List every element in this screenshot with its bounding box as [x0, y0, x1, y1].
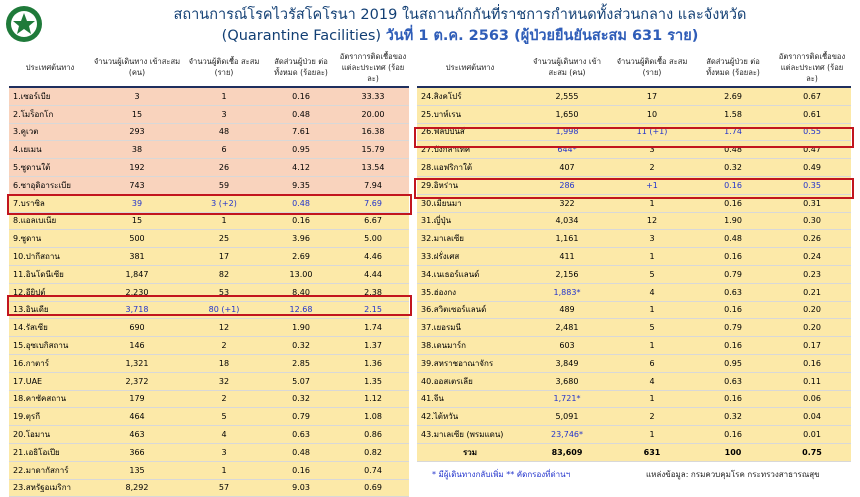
table-row [417, 230, 851, 248]
country-cell: 31.ญี่ปุ่น [417, 212, 523, 230]
share-cell: 0.16 [265, 461, 337, 479]
country-cell: 1.เซอร์เบีย [9, 87, 91, 105]
table-row [9, 212, 409, 230]
share-cell: 0.16 [693, 176, 773, 194]
rate-cell: 0.04 [773, 408, 851, 426]
travelers-cell: 3,680 [523, 372, 611, 390]
rate-cell: 0.24 [773, 248, 851, 266]
country-cell: 16.กาตาร์ [9, 354, 91, 372]
country-cell: 34.เนเธอร์แลนด์ [417, 265, 523, 283]
table-row [9, 479, 409, 497]
rate-cell: 20.00 [337, 105, 409, 123]
rate-cell: 0.26 [773, 230, 851, 248]
total-travelers: 83,609 [523, 443, 611, 461]
share-cell: 12.68 [265, 301, 337, 319]
rate-cell: 5.00 [337, 230, 409, 248]
share-cell: 9.35 [265, 176, 337, 194]
share-cell: 0.16 [693, 248, 773, 266]
table-row [417, 354, 851, 372]
travelers-cell: 644* [523, 141, 611, 159]
table-row [417, 319, 851, 337]
rate-cell: 4.44 [337, 265, 409, 283]
share-cell: 2.85 [265, 354, 337, 372]
infected-cell: 5 [183, 408, 265, 426]
col-travelers-header: จำนวนผู้เดินทาง เข้าสะสม (คน) [523, 48, 611, 87]
infected-cell: 82 [183, 265, 265, 283]
table-row [9, 337, 409, 355]
col-country-header: ประเทศต้นทาง [9, 48, 91, 87]
travelers-cell: 38 [91, 141, 183, 159]
country-cell: 42.ไต้หวัน [417, 408, 523, 426]
infected-cell: 10 [611, 105, 693, 123]
table-row [9, 319, 409, 337]
travelers-cell: 135 [91, 461, 183, 479]
col-infected-header: จำนวนผู้ติดเชื้อ สะสม (ราย) [611, 48, 693, 87]
rate-cell: 7.94 [337, 176, 409, 194]
table-row [9, 301, 409, 319]
rate-cell: 1.12 [337, 390, 409, 408]
travelers-cell: 603 [523, 337, 611, 355]
table-row [417, 105, 851, 123]
rate-cell: 0.49 [773, 159, 851, 177]
infected-cell: 3 [611, 230, 693, 248]
travelers-cell: 322 [523, 194, 611, 212]
table-row [417, 248, 851, 266]
travelers-cell: 1,998 [523, 123, 611, 141]
rate-cell: 2.15 [337, 301, 409, 319]
share-cell: 0.48 [693, 230, 773, 248]
infected-cell: 4 [611, 283, 693, 301]
country-cell: 18.คาซัคสถาน [9, 390, 91, 408]
infected-cell: 1 [611, 194, 693, 212]
rate-cell: 0.55 [773, 123, 851, 141]
share-cell: 7.61 [265, 123, 337, 141]
travelers-cell: 1,161 [523, 230, 611, 248]
country-cell: 32.มาเลเซีย [417, 230, 523, 248]
country-cell: 12.อียิปต์ [9, 283, 91, 301]
share-cell: 1.90 [693, 212, 773, 230]
travelers-cell: 743 [91, 176, 183, 194]
table-row [9, 372, 409, 390]
infected-cell: 3 [611, 141, 693, 159]
infected-cell: 4 [611, 372, 693, 390]
infected-cell: 17 [611, 87, 693, 105]
share-cell: 0.16 [693, 337, 773, 355]
table-row [417, 265, 851, 283]
share-cell: 2.69 [693, 87, 773, 105]
infected-cell: 3 [183, 443, 265, 461]
travelers-cell: 463 [91, 426, 183, 444]
table-row [417, 390, 851, 408]
travelers-cell: 8,292 [91, 479, 183, 497]
infected-cell: 26 [183, 159, 265, 177]
infected-cell: 48 [183, 123, 265, 141]
table-row [9, 426, 409, 444]
infected-cell: +1 [611, 176, 693, 194]
table-row [9, 408, 409, 426]
travelers-cell: 411 [523, 248, 611, 266]
rate-cell: 0.01 [773, 426, 851, 444]
table-row [9, 105, 409, 123]
table-row [9, 461, 409, 479]
country-cell: 43.มาเลเซีย (พรมแดน) [417, 426, 523, 444]
travelers-cell: 4,034 [523, 212, 611, 230]
rate-cell: 13.54 [337, 159, 409, 177]
rate-cell: 1.74 [337, 319, 409, 337]
country-cell: 24.สิงคโปร์ [417, 87, 523, 105]
col-rate-header: อัตราการติดเชื้อของแต่ละประเทศ (ร้อยละ) [337, 48, 409, 87]
page-title: สถานการณ์โรคไวรัสโคโรนา 2019 ในสถานกักกันที่ราชการกำหนดทั้งส่วนกลาง และจังหวัด [173, 7, 747, 23]
travelers-cell: 1,721* [523, 390, 611, 408]
share-cell: 0.63 [265, 426, 337, 444]
country-cell: 37.เยอรมนี [417, 319, 523, 337]
infected-cell: 57 [183, 479, 265, 497]
country-cell: 11.อินโดนีเซีย [9, 265, 91, 283]
country-cell: 4.เยเมน [9, 141, 91, 159]
share-cell: 0.32 [693, 408, 773, 426]
travelers-cell: 1,321 [91, 354, 183, 372]
infected-cell: 18 [183, 354, 265, 372]
rate-cell: 0.20 [773, 301, 851, 319]
table-row [9, 141, 409, 159]
table-row [9, 176, 409, 194]
travelers-cell: 500 [91, 230, 183, 248]
share-cell: 0.95 [265, 141, 337, 159]
travelers-cell: 5,091 [523, 408, 611, 426]
country-cell: 14.รัสเซีย [9, 319, 91, 337]
right-country-table [417, 48, 851, 462]
travelers-cell: 1,650 [523, 105, 611, 123]
rate-cell: 2.38 [337, 283, 409, 301]
infected-cell: 12 [183, 319, 265, 337]
travelers-cell: 15 [91, 105, 183, 123]
table-row [9, 230, 409, 248]
infected-cell: 5 [611, 319, 693, 337]
infected-cell: 2 [183, 390, 265, 408]
travelers-cell: 192 [91, 159, 183, 177]
table-row [417, 426, 851, 444]
share-cell: 4.12 [265, 159, 337, 177]
travelers-cell: 23,746* [523, 426, 611, 444]
infected-cell: 11 (+1) [611, 123, 693, 141]
share-cell: 0.48 [693, 141, 773, 159]
left-table-body [9, 87, 409, 497]
share-cell: 0.79 [265, 408, 337, 426]
col-infected-header: จำนวนผู้ติดเชื้อ สะสม (ราย) [183, 48, 265, 87]
country-cell: 9.ซูดาน [9, 230, 91, 248]
rate-cell: 0.61 [773, 105, 851, 123]
share-cell: 0.95 [693, 354, 773, 372]
infected-cell: 53 [183, 283, 265, 301]
share-cell: 13.00 [265, 265, 337, 283]
travelers-cell: 293 [91, 123, 183, 141]
col-travelers-header: จำนวนผู้เดินทาง เข้าสะสม (คน) [91, 48, 183, 87]
infected-cell: 1 [183, 461, 265, 479]
travelers-cell: 2,230 [91, 283, 183, 301]
share-cell: 8.40 [265, 283, 337, 301]
rate-cell: 0.21 [773, 283, 851, 301]
infected-cell: 80 (+1) [183, 301, 265, 319]
share-cell: 0.48 [265, 105, 337, 123]
travelers-cell: 489 [523, 301, 611, 319]
share-cell: 9.03 [265, 479, 337, 497]
infected-cell: 6 [183, 141, 265, 159]
travelers-cell: 146 [91, 337, 183, 355]
infected-cell: 3 (+2) [183, 194, 265, 212]
table-row [9, 443, 409, 461]
infected-cell: 5 [611, 265, 693, 283]
country-cell: 21.เอธิโอเปีย [9, 443, 91, 461]
rate-cell: 0.30 [773, 212, 851, 230]
rate-cell: 0.06 [773, 390, 851, 408]
travelers-cell: 3,718 [91, 301, 183, 319]
travelers-cell: 179 [91, 390, 183, 408]
rate-cell: 0.16 [773, 354, 851, 372]
table-row [9, 248, 409, 266]
table-row [9, 390, 409, 408]
country-cell: 2.โมร็อกโก [9, 105, 91, 123]
country-cell: 28.แอฟริกาใต้ [417, 159, 523, 177]
country-cell: 19.ตุรกี [9, 408, 91, 426]
infected-cell: 1 [611, 301, 693, 319]
share-cell: 0.32 [693, 159, 773, 177]
country-cell: 10.ปากีสถาน [9, 248, 91, 266]
country-cell: 41.จีน [417, 390, 523, 408]
country-cell: 17.UAE [9, 372, 91, 390]
travelers-cell: 2,481 [523, 319, 611, 337]
travelers-cell: 2,555 [523, 87, 611, 105]
share-cell: 0.32 [265, 337, 337, 355]
travelers-cell: 366 [91, 443, 183, 461]
travelers-cell: 3,849 [523, 354, 611, 372]
country-cell: 26.ฟิลิปปินส์ [417, 123, 523, 141]
country-cell: 39.สหราชอาณาจักร [417, 354, 523, 372]
infected-cell: 2 [611, 408, 693, 426]
share-cell: 5.07 [265, 372, 337, 390]
rate-cell: 0.11 [773, 372, 851, 390]
rate-cell: 6.67 [337, 212, 409, 230]
infected-cell: 1 [183, 212, 265, 230]
country-cell: 35.ฮ่องกง [417, 283, 523, 301]
rate-cell: 7.69 [337, 194, 409, 212]
table-row [9, 159, 409, 177]
share-cell: 0.16 [693, 301, 773, 319]
share-cell: 1.58 [693, 105, 773, 123]
rate-cell: 0.69 [337, 479, 409, 497]
country-cell: 36.สวิตเซอร์แลนด์ [417, 301, 523, 319]
infected-cell: 4 [183, 426, 265, 444]
infected-cell: 1 [611, 390, 693, 408]
country-cell: 30.เมียนมา [417, 194, 523, 212]
travelers-cell: 2,372 [91, 372, 183, 390]
table-row [417, 372, 851, 390]
rate-cell: 33.33 [337, 87, 409, 105]
col-share-header: สัดส่วนผู้ป่วย ต่อทั้งหมด (ร้อยละ) [693, 48, 773, 87]
table-row [417, 194, 851, 212]
country-cell: 6.ซาอุดิอาระเบีย [9, 176, 91, 194]
table-row [417, 141, 851, 159]
infected-cell: 3 [183, 105, 265, 123]
travelers-cell: 1,883* [523, 283, 611, 301]
table-row [417, 301, 851, 319]
travelers-cell: 3 [91, 87, 183, 105]
share-cell: 0.79 [693, 265, 773, 283]
table-row [417, 408, 851, 426]
table-row [9, 354, 409, 372]
travelers-cell: 15 [91, 212, 183, 230]
right-table-body [417, 87, 851, 443]
infected-cell: 12 [611, 212, 693, 230]
rate-cell: 0.74 [337, 461, 409, 479]
travelers-cell: 690 [91, 319, 183, 337]
country-cell: 23.สหรัฐอเมริกา [9, 479, 91, 497]
infected-cell: 17 [183, 248, 265, 266]
share-cell: 1.74 [693, 123, 773, 141]
footnote: * มีผู้เดินทางกลับเพิ่ม ** คัดกรองที่ด่านฯ [432, 470, 571, 479]
rate-cell: 1.37 [337, 337, 409, 355]
share-cell: 3.96 [265, 230, 337, 248]
share-cell: 0.48 [265, 194, 337, 212]
rate-cell: 0.67 [773, 87, 851, 105]
total-label: รวม [417, 443, 523, 461]
ministry-seal-icon [4, 4, 44, 44]
rate-cell: 1.36 [337, 354, 409, 372]
country-cell: 27.บังกลาเทศ [417, 141, 523, 159]
rate-cell: 0.23 [773, 265, 851, 283]
share-cell: 0.63 [693, 283, 773, 301]
table-row [417, 337, 851, 355]
share-cell: 0.16 [693, 426, 773, 444]
infected-cell: 1 [611, 337, 693, 355]
table-row [9, 265, 409, 283]
share-cell: 0.16 [693, 194, 773, 212]
country-cell: 29.อิหร่าน [417, 176, 523, 194]
table-row [417, 123, 851, 141]
rate-cell: 0.31 [773, 194, 851, 212]
subtitle-date: วันที่ 1 ต.ค. 2563 (ผู้ป่วยยืนยันสะสม 631 ราย) [385, 28, 699, 44]
table-row [9, 123, 409, 141]
travelers-cell: 381 [91, 248, 183, 266]
subtitle-english: (Quarantine Facilities) [221, 28, 382, 44]
infected-cell: 32 [183, 372, 265, 390]
right-table-header [417, 48, 851, 87]
col-rate-header: อัตราการติดเชื้อของแต่ละประเทศ (ร้อยละ) [773, 48, 851, 87]
country-cell: 15.อุซเบกิสถาน [9, 337, 91, 355]
share-cell: 0.48 [265, 443, 337, 461]
travelers-cell: 39 [91, 194, 183, 212]
infected-cell: 2 [183, 337, 265, 355]
travelers-cell: 286 [523, 176, 611, 194]
country-cell: 20.โอมาน [9, 426, 91, 444]
rate-cell: 4.46 [337, 248, 409, 266]
total-rate: 0.75 [773, 443, 851, 461]
rate-cell: 15.79 [337, 141, 409, 159]
rate-cell: 16.38 [337, 123, 409, 141]
country-cell: 5.ซูดานใต้ [9, 159, 91, 177]
col-share-header: สัดส่วนผู้ป่วย ต่อทั้งหมด (ร้อยละ) [265, 48, 337, 87]
table-row [9, 194, 409, 212]
table-row [417, 176, 851, 194]
country-cell: 38.เดนมาร์ก [417, 337, 523, 355]
share-cell: 0.16 [265, 87, 337, 105]
infected-cell: 1 [183, 87, 265, 105]
travelers-cell: 2,156 [523, 265, 611, 283]
rate-cell: 0.20 [773, 319, 851, 337]
infected-cell: 59 [183, 176, 265, 194]
share-cell: 0.63 [693, 372, 773, 390]
table-row [417, 87, 851, 105]
share-cell: 0.32 [265, 390, 337, 408]
table-row [9, 87, 409, 105]
col-country-header: ประเทศต้นทาง [417, 48, 523, 87]
travelers-cell: 464 [91, 408, 183, 426]
left-table-header [9, 48, 409, 87]
country-cell: 8.แอลเบเนีย [9, 212, 91, 230]
country-cell: 40.ออสเตรเลีย [417, 372, 523, 390]
infected-cell: 1 [611, 426, 693, 444]
share-cell: 1.90 [265, 319, 337, 337]
country-cell: 33.ฝรั่งเศส [417, 248, 523, 266]
infected-cell: 2 [611, 159, 693, 177]
infected-cell: 6 [611, 354, 693, 372]
rate-cell: 1.35 [337, 372, 409, 390]
share-cell: 0.79 [693, 319, 773, 337]
share-cell: 0.16 [265, 212, 337, 230]
left-country-table [9, 48, 409, 497]
rate-cell: 0.47 [773, 141, 851, 159]
total-row [417, 443, 851, 461]
source-note: แหล่งข้อมูล: กรมควบคุมโรค กระทรวงสาธารณสุข [646, 470, 820, 479]
table-row [9, 283, 409, 301]
rate-cell: 0.82 [337, 443, 409, 461]
table-row [417, 159, 851, 177]
travelers-cell: 407 [523, 159, 611, 177]
infected-cell: 25 [183, 230, 265, 248]
rate-cell: 0.86 [337, 426, 409, 444]
table-row [417, 212, 851, 230]
share-cell: 0.16 [693, 390, 773, 408]
country-cell: 3.คูเวต [9, 123, 91, 141]
total-infected: 631 [611, 443, 693, 461]
travelers-cell: 1,847 [91, 265, 183, 283]
country-cell: 13.อินเดีย [9, 301, 91, 319]
table-row [417, 283, 851, 301]
country-cell: 25.บาห์เรน [417, 105, 523, 123]
rate-cell: 1.08 [337, 408, 409, 426]
page-subtitle [60, 24, 860, 47]
country-cell: 22.มาดากัสการ์ [9, 461, 91, 479]
rate-cell: 0.35 [773, 176, 851, 194]
rate-cell: 0.17 [773, 337, 851, 355]
infected-cell: 1 [611, 248, 693, 266]
share-cell: 2.69 [265, 248, 337, 266]
total-share: 100 [693, 443, 773, 461]
country-cell: 7.บราซิล [9, 194, 91, 212]
